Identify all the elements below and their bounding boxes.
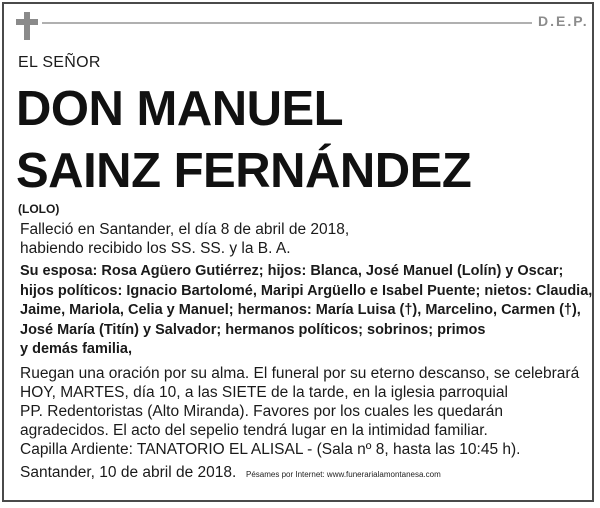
header-rule	[42, 22, 532, 24]
cross-icon	[16, 12, 38, 40]
family-line: Su esposa: Rosa Agüero Gutiérrez; hijos: Blanca, José Manuel (Lolín) y Oscar;	[20, 263, 564, 279]
message-line: HOY, MARTES, día 10, a las SIETE de la tarde, en la iglesia parroquial	[20, 384, 508, 401]
nickname: (LOLO)	[18, 202, 60, 216]
obituary-notice	[2, 2, 594, 502]
message-line: Capilla Ardiente: TANATORIO EL ALISAL - (Sala nº 8, hasta las 10:45 h).	[20, 441, 521, 458]
deceased-name	[16, 78, 471, 202]
title-prefix: EL SEÑOR	[18, 54, 101, 71]
family-line: José María (Titín) y Salvador; hermanos políticos; sobrinos; primos	[20, 321, 486, 338]
message-line: agradecidos. El acto del sepelio tendrá lugar en la intimidad familiar.	[20, 422, 488, 439]
intro-line: Falleció en Santander, el día 8 de abril de 2018,	[20, 221, 350, 238]
name-line-1: DON MANUEL	[16, 82, 344, 136]
dep-label: D.E.P.	[538, 13, 589, 29]
family-line: hijos políticos: Ignacio Bartolomé, Maripi Argüello e Isabel Puente; nietos: Claudia,	[20, 282, 593, 299]
condolence-link[interactable]: Pésames por Internet: www.funerarialamontanesa.com	[246, 470, 441, 479]
message-line: Ruegan una oración por su alma. El funeral por su eterno descanso, se celebrará	[20, 365, 580, 382]
footer-date: Santander, 10 de abril de 2018.	[20, 464, 237, 481]
message-line: PP. Redentoristas (Alto Miranda). Favores por los cuales les quedarán	[20, 403, 504, 420]
name-line-2: SAINZ FERNÁNDEZ	[16, 144, 472, 198]
family-line: Jaime, Mariola, Celia y Manuel; hermanos: María Luisa (†), Marcelino, Carmen (†),	[20, 302, 581, 318]
family-line: y demás familia,	[20, 341, 133, 357]
intro-line: habiendo recibido los SS. SS. y la B. A.	[20, 240, 291, 257]
